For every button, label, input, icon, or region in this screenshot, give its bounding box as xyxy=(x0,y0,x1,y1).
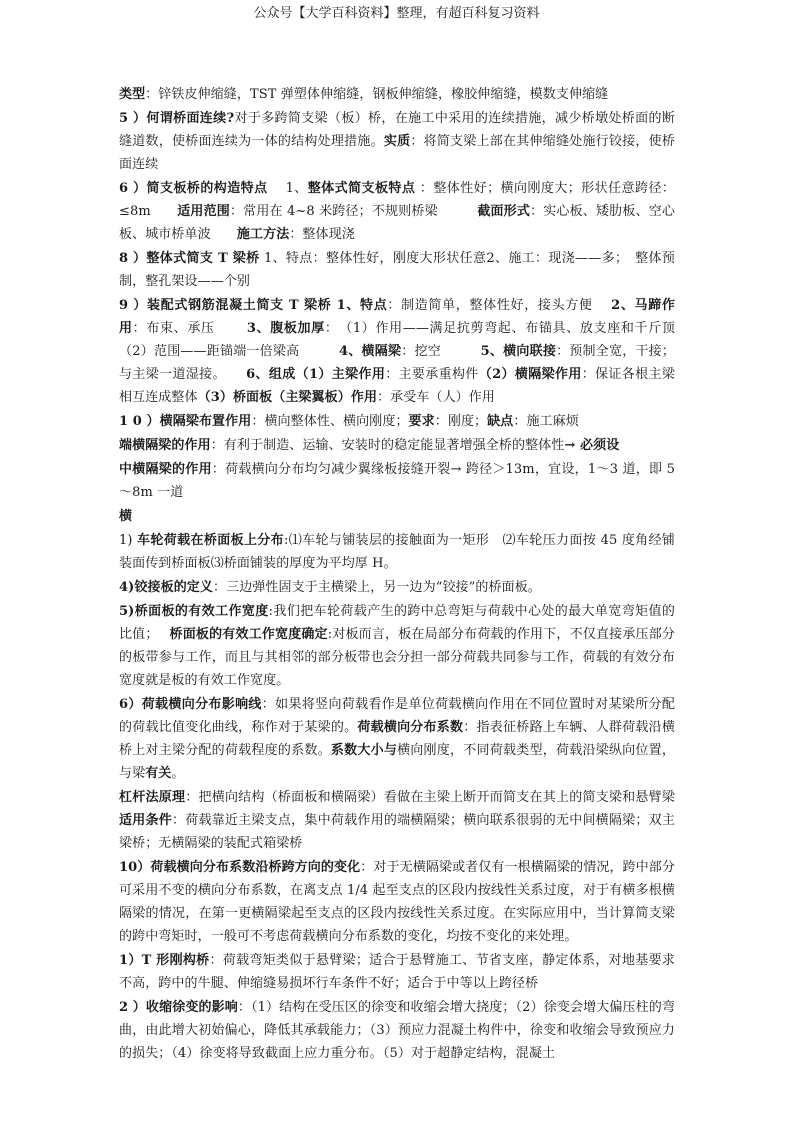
text-run: ：指表征桥路上车辆、人群荷载沿横桥上对主梁分配的荷载程度的系数。 xyxy=(119,720,675,758)
bold-term: 荷载横向分布系数 xyxy=(357,720,464,735)
bold-term: 实质 xyxy=(383,134,411,149)
text-run: ：预制全宽，干接；与主梁一道湿接。 xyxy=(119,344,675,382)
text-run: ：三边弹性固支于主横梁上，另一边为“铰接”的桥面板。 xyxy=(213,580,541,595)
text-run: :⑴车轮与铺装层的接触面为一矩形 ⑵车轮压力面按 45 度角经铺装面传到桥面板⑶桥面铺装的厚度为平均厚 H。 xyxy=(119,533,675,571)
bold-term: （2）横隔梁作用 xyxy=(478,367,582,382)
bold-term: 8 ）整体式简支 T 梁桥 xyxy=(119,251,260,266)
bold-term: 中横隔梁的作用 xyxy=(119,462,212,477)
paragraph xyxy=(119,458,675,504)
text-run: ：制造简单，整体性好，接头方便 xyxy=(387,298,612,313)
text-run: ：荷载弯矩类似于悬臂梁；适合于悬臂施工、节省支座，静定体系，对地基要求不高，跨中的牛腿、伸缩缝易损坏行车条件不好；适合于中等以上跨径桥 xyxy=(119,953,675,991)
paragraph xyxy=(119,177,675,246)
paragraph xyxy=(119,505,675,528)
paragraph xyxy=(119,410,675,433)
paragraph xyxy=(119,529,675,575)
bold-term: 适用范围 xyxy=(177,204,230,219)
bold-term: 6、组成（1）主梁作用 xyxy=(246,367,386,382)
bold-term: 5、横向联接 xyxy=(480,344,557,359)
bold-term: 适用条件 xyxy=(119,813,172,828)
text-run: 1、特点：整体性好，刚度大形状任意2、施工：现浇——多； 整体预制，整孔架设——个别 xyxy=(119,251,675,289)
paragraph xyxy=(119,247,675,293)
text-run: ：（1）结构在受压区的徐变和收缩会增大挠度；（2）徐变会增大偏压柱的弯曲，由此增大初始偏心，降低其承载能力；（3）预应力混凝土构件中，徐变和收缩会导致预应力的损失；（4）徐变将导致截面上应力重分布。（5）对于超静定结构，混凝土 xyxy=(119,1000,675,1061)
bold-term: 2 ）收缩徐变的影响 xyxy=(119,1000,238,1015)
paragraph xyxy=(119,434,675,457)
text-run: ：主要承重构件 xyxy=(385,367,479,382)
bold-term: 2、马蹄作用 xyxy=(119,298,675,336)
bold-term: 1）T 形刚构桥 xyxy=(119,953,210,968)
paragraph xyxy=(119,576,675,599)
paragraph xyxy=(119,949,675,995)
bold-term: 施工方法 xyxy=(236,227,290,242)
text-run: :我们把车轮荷载产生的跨中总弯矩与荷载中心处的最大单宽弯矩值的比值； xyxy=(119,604,675,642)
text-run: 。 xyxy=(171,766,185,781)
text-run: ：荷载靠近主梁支点，集中荷载作用的端横隔梁；横向联系很弱的无中间横隔梁；双主梁桥；无横隔梁的装配式箱梁桥 xyxy=(119,813,675,851)
text-run: ：荷载横向分布均匀减少翼缘板接缝开裂→ 跨径＞13m，宜设，1～3 道，即 5～8m 一道 xyxy=(119,462,675,500)
bold-term: → 必须设 xyxy=(564,438,620,453)
bold-term: 1 0 ）横隔梁布置作用 xyxy=(119,414,252,429)
paragraph xyxy=(119,856,675,948)
bold-term: 3、腹板加厚 xyxy=(246,321,325,336)
bold-term: 端横隔梁的作用 xyxy=(119,438,211,453)
text-run: ：布束、承压 xyxy=(132,321,247,336)
text-run: 1、 xyxy=(267,181,308,196)
text-run: ：整体现浇 xyxy=(289,227,355,242)
bold-term: 有关 xyxy=(145,766,172,781)
bold-term: 缺点 xyxy=(487,414,514,429)
paragraph xyxy=(119,107,675,176)
page-header: 公众号【大学百科资料】整理，有超百科复习资料 xyxy=(253,6,540,21)
text-run: ：挖空 xyxy=(401,344,481,359)
bold-term: 车轮荷载在桥面板上分布 xyxy=(137,533,285,548)
paragraph xyxy=(119,786,702,855)
text-run: ：对于无横隔梁或者仅有一根横隔梁的情况，跨中部分可采用不变的横向分布系数，在离支点 1/4 起至支点的区段内按线性关系过度，对于有横多根横隔梁的情况，在第一更横隔梁起至支点的区段内按线性关系过度。在实际应用中，当计算简支梁的跨中弯矩时，一般可不考虑荷载横向分布系数的变化，均按不变化的来处理。 xyxy=(119,860,675,944)
text-run: ：如果将竖向荷载看作是单位荷载横向作用在不同位置时对某梁所分配的荷载比值变化曲线，称作对于某梁的。 xyxy=(119,697,675,735)
paragraph xyxy=(119,600,675,692)
text-run: ：将简支梁上部在其伸缩缝处施行铰接，使桥面连续 xyxy=(119,134,675,172)
bold-term: 要求 xyxy=(408,414,435,429)
bold-term: 类型 xyxy=(119,87,146,102)
bold-term: 截面形式 xyxy=(477,204,531,219)
text-run: 横向刚度，不同荷载类型，荷载沿梁纵向位置，与梁 xyxy=(119,743,675,781)
text-run: ：常用在 4~8 米跨径；不规则桥梁 xyxy=(230,204,478,219)
document-body xyxy=(119,83,702,1066)
text-run: ：把横向结构（桥面板和横隔梁）看做在主梁上断开而简支在其上的简支梁和悬臂梁 xyxy=(185,790,702,805)
bold-term: 整体式简支板特点 xyxy=(307,181,416,196)
bold-term: 4、横隔梁 xyxy=(339,344,402,359)
text-run: 对于多跨简支梁（板）桥，在施工中采用的连续措施，减少桥墩处桥面的断缝道数，使桥面连续为一体的结构处理措施。 xyxy=(119,111,675,149)
text-run: ：横向整体性、横向刚度； xyxy=(251,414,409,429)
bold-term: 9 ）装配式钢筋混凝土简支 T 梁桥 1、特点 xyxy=(119,298,388,313)
text-run: ： （1）作用——满足抗剪弯起、布锚具、放支座和千斤顶（2）范围——距锚端一倍梁高 xyxy=(119,321,675,359)
bold-term: 杠杆法原理 xyxy=(119,790,186,805)
paragraph xyxy=(119,693,675,785)
text-run: ：整体性好；横向刚度大；形状任意跨径：≤8m xyxy=(119,181,675,219)
paragraph xyxy=(119,294,675,409)
bold-term: 10）荷载横向分布系数沿桥跨方向的变化 xyxy=(119,860,361,875)
text-run: ：刚度； xyxy=(434,414,488,429)
text-run: ：施工麻烦 xyxy=(513,414,579,429)
paragraph xyxy=(119,83,675,106)
text-run: :对板而言，板在局部分布荷载的作用下，不仅直接承压部分的板带参与工作，而且与其相邻的部分板带也会分担一部分荷载共同参与工作，荷载的有效分布宽度就是板的有效工作宽度。 xyxy=(119,627,675,688)
bold-term: 桥面板的有效工作宽度确定 xyxy=(169,627,328,642)
text-run: ：锌铁皮伸缩缝，TST 弹塑体伸缩缝，钢板伸缩缝，橡胶伸缩缝，模数支伸缩缝 xyxy=(145,87,609,102)
bold-term: 5)桥面板的有效工作宽度 xyxy=(119,604,269,619)
text-run: ：保证各根主梁相互连成整体 xyxy=(119,367,675,405)
text-run: ：承受车（人）作用 xyxy=(377,390,495,405)
text-run: ：实心板、矮肋板、空心板、城市桥单波 xyxy=(119,204,676,242)
paragraph xyxy=(119,996,675,1065)
bold-term: 4)铰接板的定义 xyxy=(119,580,213,595)
text-run: 1) xyxy=(119,533,138,548)
bold-term: 系数大小与 xyxy=(330,743,398,758)
bold-term: （3）桥面板（主梁翼板）作用 xyxy=(197,390,378,405)
bold-term: 横 xyxy=(119,509,133,524)
bold-term: 6）荷载横向分布影响线 xyxy=(119,697,262,712)
text-run: ：有利于制造、运输、安装时的稳定能显著增强全桥的整体性 xyxy=(210,438,565,453)
bold-term: 5 ）何谓桥面连续? xyxy=(119,111,235,126)
bold-term: 6 ）简支板桥的构造特点 xyxy=(119,181,268,196)
